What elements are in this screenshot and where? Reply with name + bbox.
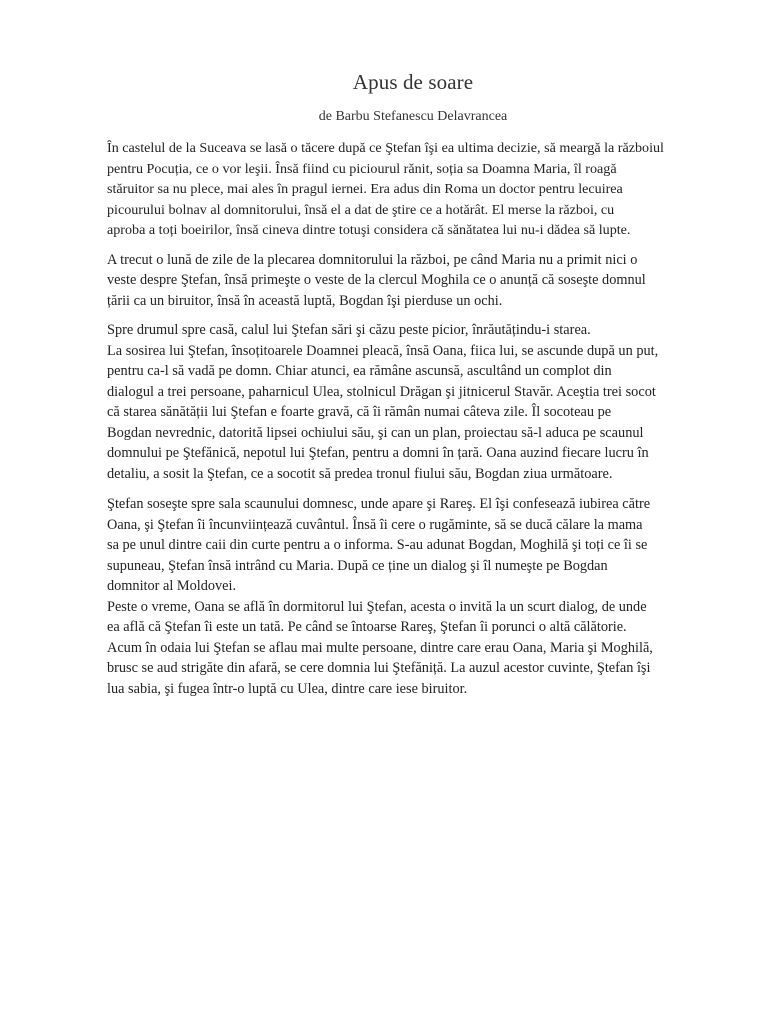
text-line: că starea sănătății lui Ştefan e foarte gravă, că îi rămân numai câteva zile. Îl socoteau pe	[107, 404, 612, 420]
document-page	[107, 70, 719, 708]
text-line: aproba a toți boeirilor, însă cineva dintre totuşi considera că sănătatea lui nu-i dădea să lupte.	[107, 222, 631, 238]
text-line: domnitor al Moldovei.	[107, 578, 237, 594]
text-line: pentru Pocuția, ce o vor leşii. Însă fiind cu piciourul rănit, soția sa Doamna Maria, îl roagă	[107, 160, 617, 177]
text-line: picourului bolnav al domnitorului, însă el a dat de ştire ce a hotărât. El merse la război, cu	[107, 201, 615, 218]
text-line: pentru ca-l să vadă pe domn. Chiar atunci, ea rămâne ascunsă, ascultând un complot din	[107, 363, 612, 379]
text-line: țării ca un biruitor, însă în această luptă, Bogdan îşi pierduse un ochi.	[107, 292, 503, 309]
text-line: Ştefan soseşte spre sala scaunului domnesc, unde apare şi Rareş. El îşi confesează iubirea către	[107, 496, 651, 512]
text-line: detaliu, a sosit la Ştefan, ce a socotit să predea tronul fiului său, Bogdan ziua următoare.	[107, 465, 613, 482]
text-line: stăruitor sa nu plece, mai ales în pragul iernei. Era adus din Roma un doctor pentru lecuirea	[107, 181, 623, 197]
document-title: Apus de soare	[352, 70, 474, 94]
text-line: supuneau, Ştefan însă intrând cu Maria. După ce ține un dialog şi îl numeşte pe Bogdan	[107, 557, 608, 574]
text-line: Peste o vreme, Oana se află în dormitorul lui Ştefan, acesta o invită la un scurt dialog, de unde	[107, 598, 647, 615]
text-line: Oana, şi Ştefan îi încunviințează cuvântul. Însă îi cere o rugăminte, să se ducă călare la mama	[107, 516, 643, 533]
text-line: ea află că Ştefan îi este un tată. Pe când se întoarse Rareş, Ştefan îi porunci o altă călătorie.	[107, 619, 627, 635]
text-line: domnului pe Ştefănică, nepotul lui Ştefan, pentru a domni în țară. Oana auzind fiecare lucru în	[107, 445, 649, 461]
text-line: Spre drumul spre casă, calul lui Ştefan sări şi căzu peste picior, înrăutățindu-i starea.	[107, 322, 591, 338]
text-line: Acum în odaia lui Ştefan se aflau mai multe persoane, dintre care erau Oana, Maria şi Moghilă,	[107, 639, 653, 656]
paragraph-2	[107, 250, 719, 312]
text-line: lua sabia, şi fugea într-o luptă cu Ulea, dintre care iese biruitor.	[107, 680, 468, 697]
text-line: veste despre Ştefan, însă primeşte o veste de la clercul Moghila ce o anunță că soseşte domnul	[107, 272, 646, 288]
paragraph-1	[107, 138, 719, 241]
text-line: dialogul a trei persoane, paharnicul Ulea, stolnicul Drăgan şi jitnicerul Stavăr. Aceştia trei socot	[107, 383, 656, 400]
paragraph-3	[107, 320, 719, 484]
document-author: de Barbu Stefanescu Delavrancea	[318, 109, 508, 124]
text-line: În castelul de la Suceava se lasă o tăcere după ce Ştefan îşi ea ultima decizie, să meargă la războiul	[107, 140, 664, 156]
text-line: Bogdan nevrednic, datorită lipsei ochiului său, şi can un plan, proiectau să-l aduca pe scaunul	[107, 424, 644, 441]
paragraph-4	[107, 494, 719, 699]
text-line: La sosirea lui Ştefan, însoțitoarele Doamnei pleacă, însă Oana, fiica lui, se ascunde după un put,	[107, 342, 659, 359]
text-line: A trecut o lună de zile de la plecarea domnitorului la război, pe când Maria nu a primit nici o	[107, 251, 638, 268]
text-line: brusc se aud strigăte din afară, se cere domnia lui Ştefăniță. La auzul acestor cuvinte, Ştefan îşi	[107, 660, 651, 676]
text-line: sa pe unul dintre caii din curte pentru a o informa. S-au adunat Bogdan, Moghilă şi toți ce îi se	[107, 537, 648, 553]
